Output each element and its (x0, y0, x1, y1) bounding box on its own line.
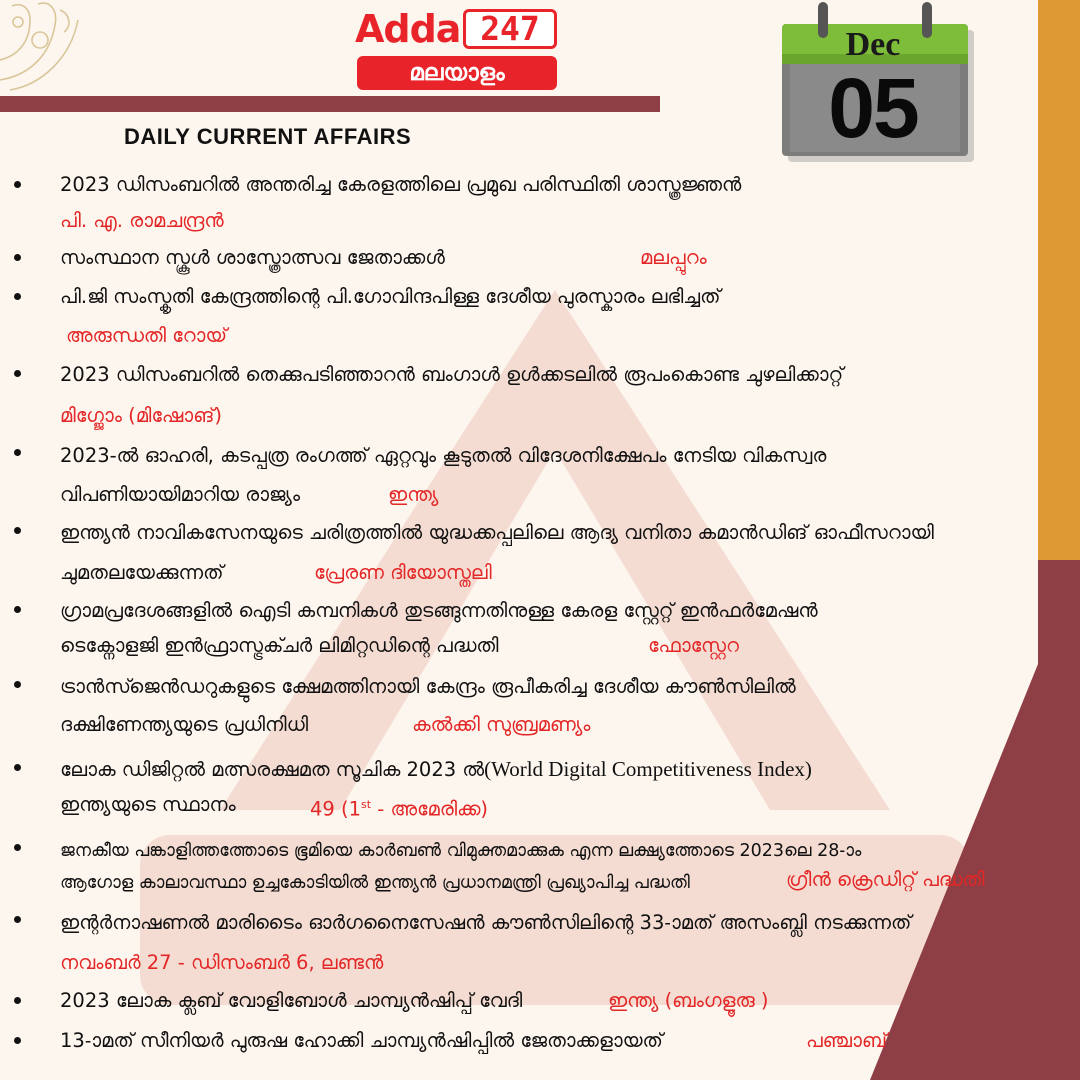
question-text: 2023-ൽ ഓഹരി, കടപ്പത്ര രംഗത്ത് ഏറ്റവും കൂടുതൽ വിദേശനിക്ഷേപം നേടിയ വികസ്വര (60, 444, 827, 467)
answer-text: ഇന്ത്യ (ബംഗളൂരു ) (608, 989, 769, 1012)
answer-rank: 49 (1 (310, 797, 362, 821)
bullet-icon (14, 293, 21, 300)
question-text: ലോക ഡിജിറ്റൽ മത്സരക്ഷമത സൂചിക 2023 ൽ (60, 758, 485, 781)
bullet-icon (14, 254, 21, 261)
answer-text: ഗ്രീൻ ക്രെഡിറ്റ് പദ്ധതി (786, 868, 985, 891)
bullet-icon (14, 844, 21, 851)
question-text: വിപണിയായിമാറിയ രാജ്യം (60, 483, 301, 506)
bullet-icon (14, 449, 21, 456)
answer-country: - അമേരിക്ക) (371, 797, 489, 821)
bullet-icon (14, 370, 21, 377)
answer-text: ഇന്ത്യ (388, 483, 439, 506)
bullet-icon (14, 181, 21, 188)
bullet-icon (14, 606, 21, 613)
logo-malayalam-badge: മലയാളം (357, 56, 557, 90)
question-line (60, 756, 812, 783)
question-text: ട്രാൻസ്ജെൻഡറുകളുടെ ക്ഷേമത്തിനായി കേന്ദ്രം രൂപീകരിച്ച ദേശീയ കൗൺസിലിൽ (60, 675, 796, 698)
answer-text: പ്രേരണ ദിയോസ്തലി (314, 561, 492, 584)
question-text: 2023 ലോക ക്ലബ് വോളിബോൾ ചാമ്പ്യൻഷിപ്പ് വേദി (60, 989, 523, 1012)
question-text: ആഗോള കാലാവസ്ഥാ ഉച്ചകോടിയിൽ ഇന്ത്യൻ പ്രധാനമന്ത്രി പ്രഖ്യാപിച്ച പദ്ധതി (60, 873, 690, 893)
bullet-icon (14, 997, 21, 1004)
answer-text: പി. എ. രാമചന്ദ്രൻ (60, 209, 224, 232)
logo-adda-text: Adda (355, 7, 461, 51)
question-text: ഇന്ത്യയുടെ സ്ഥാനം (60, 793, 236, 816)
bullet-icon (14, 527, 21, 534)
calendar-month: Dec (845, 26, 901, 63)
question-text: പി.ജി സംസ്കൃതി കേന്ദ്രത്തിന്റെ പി.ഗോവിന്ദപിള്ള ദേശീയ പുരസ്കാരം ലഭിച്ചത് (60, 285, 721, 308)
answer-text: മലപ്പുറം (640, 246, 707, 269)
question-text-english: (World Digital Competitiveness Index) (484, 757, 812, 781)
question-text: 2023 ഡിസംബറിൽ തെക്കുപടിഞ്ഞാറൻ ബംഗാൾ ഉൾക്കടലിൽ രൂപംകൊണ്ട ചുഴലിക്കാറ്റ് (60, 363, 844, 386)
bullet-icon (14, 916, 21, 923)
answer-text: അരുന്ധതി റോയ് (66, 324, 228, 347)
question-text: സംസ്ഥാന സ്കൂൾ ശാസ്ത്രോത്സവ ജേതാക്കൾ (60, 246, 445, 269)
question-text: ഇന്റർനാഷണൽ മാരിടൈം ഓർഗനൈസേഷൻ കൗൺസിലിന്റെ 33-ാമത് അസംബ്ലി നടക്കുന്നത് (60, 911, 912, 934)
question-text: ഇന്ത്യൻ നാവികസേനയുടെ ചരിത്രത്തിൽ യുദ്ധക്കപ്പലിലെ ആദ്യ വനിതാ കമാൻഡിങ് ഓഫീസറായി (60, 521, 934, 544)
answer-text: കൽക്കി സുബ്രമണ്യം (412, 713, 591, 736)
bullet-icon (14, 764, 21, 771)
question-text: ടെക്നോളജി ഇൻഫ്രാസ്ട്രക്ചർ ലിമിറ്റഡിന്റെ പദ്ധതി (60, 634, 499, 657)
question-text: ഗ്രാമപ്രദേശങ്ങളിൽ ഐടി കമ്പനികൾ തുടങ്ങുന്നതിനുള്ള കേരള സ്റ്റേറ്റ് ഇൻഫർമേഷൻ (60, 599, 818, 622)
bullet-icon (14, 1037, 21, 1044)
answer-text (310, 792, 488, 823)
answer-text: ഫോസ്റ്റേറ (648, 634, 739, 657)
answer-text: പഞ്ചാബ് (806, 1029, 888, 1052)
logo-247-box: 247 (463, 9, 557, 49)
answer-text: നവംബർ 27 - ഡിസംബർ 6, ലണ്ടൻ (60, 951, 384, 974)
question-text: ജനകീയ പങ്കാളിത്തത്തോടെ ഭൂമിയെ കാർബൺ വിമുക്തമാക്കുക എന്ന ലക്ഷ്യത്തോടെ 2023ലെ 28-ാം (60, 841, 862, 861)
answer-rank-suffix: st (361, 798, 372, 811)
answer-text: മിഗ്ജോം (മിഷോങ്) (60, 404, 223, 427)
page-title: DAILY CURRENT AFFAIRS (124, 124, 412, 149)
question-text: ദക്ഷിണേന്ത്യയുടെ പ്രധിനിധി (60, 713, 309, 736)
calendar-day: 05 (828, 61, 918, 155)
question-text: 2023 ഡിസംബറിൽ അന്തരിച്ച കേരളത്തിലെ പ്രമുഖ പരിസ്ഥിതി ശാസ്ത്രജ്ഞൻ (60, 173, 742, 196)
question-text: ചുമതലയേക്കുന്നത് (60, 561, 224, 584)
bullet-icon (14, 681, 21, 688)
question-text: 13-ാമത് സീനിയർ പുരുഷ ഹോക്കി ചാമ്പ്യൻഷിപ്പിൽ ജേതാക്കളായത് (60, 1029, 663, 1052)
